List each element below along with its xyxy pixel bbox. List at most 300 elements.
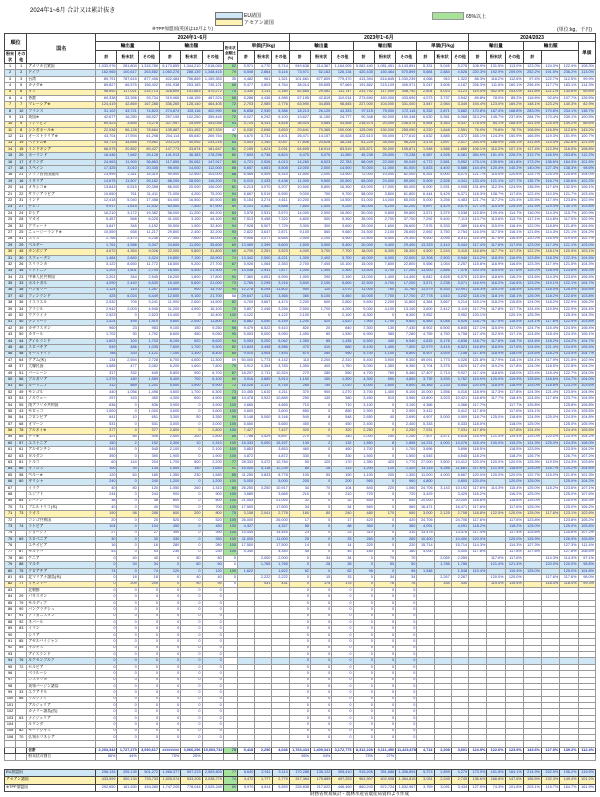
cell: 107.1% — [578, 485, 596, 491]
cell: 1,700 — [311, 306, 332, 312]
cell: 6,700 — [159, 357, 180, 363]
cell: 126.5% — [578, 95, 596, 101]
cell: 24,600 — [159, 242, 180, 248]
cell: 22,783 — [332, 159, 353, 165]
cell: 6,590 — [272, 191, 289, 197]
cell: 66,575 — [117, 83, 138, 89]
cell: 59 — [5, 434, 16, 440]
cell: 10 — [16, 108, 27, 114]
cell: 2,766 — [96, 236, 117, 242]
cell: 950 — [332, 351, 353, 357]
cell: 124.2% — [560, 466, 578, 472]
cell: 35 — [5, 281, 16, 287]
cell: 11,507 — [117, 179, 138, 185]
cell: アメリカ合衆国 — [27, 64, 96, 70]
cell: 0 — [396, 632, 417, 638]
cell: 9,400 — [374, 242, 395, 248]
cell: 104 — [138, 524, 159, 530]
cell: 9,600 — [396, 319, 417, 325]
cell: 15,000 — [353, 262, 374, 268]
cell: 121.5% — [560, 357, 578, 363]
cell: 117,000 — [374, 89, 395, 95]
cell: 130.6% — [560, 179, 578, 185]
cell: 76 — [16, 658, 27, 664]
cell: 14 — [5, 147, 16, 153]
cell: 0 — [138, 709, 159, 715]
cell: 2,708 — [451, 511, 468, 517]
cell: 82 — [223, 345, 237, 351]
cell: 3 — [5, 76, 16, 82]
cell: 116.5% — [542, 127, 560, 133]
cell: 446,460 — [332, 784, 353, 792]
cell: 3,629 — [451, 364, 468, 370]
cell: 123.5% — [560, 351, 578, 357]
cell: 3,547 — [417, 102, 434, 108]
cell: 0 — [117, 600, 138, 606]
cell: 115.1% — [469, 300, 487, 306]
cell: 69 — [16, 536, 27, 542]
cell: 62 — [5, 453, 16, 459]
cell: 2,800 — [202, 434, 223, 440]
cell: 3,833 — [255, 473, 272, 479]
cell: 164.7% — [560, 784, 578, 792]
cell: 860,243 — [353, 784, 374, 792]
cell: 116,200 — [202, 179, 223, 185]
cell: 21,700 — [202, 294, 223, 300]
cell: 14,000 — [374, 198, 395, 204]
cell: 651 — [138, 415, 159, 421]
cell: 3,256 — [434, 198, 451, 204]
cell: 3,000 — [417, 511, 434, 517]
cell: 0 — [353, 683, 374, 689]
cell: 6,010 — [237, 179, 254, 185]
cell: 4,945 — [138, 306, 159, 312]
cell: 0 — [311, 658, 332, 664]
cell: 0 — [311, 568, 332, 574]
cell: 5,040 — [117, 198, 138, 204]
cell: 0 — [353, 575, 374, 581]
cell: 0 — [159, 600, 180, 606]
cell: 90 — [117, 332, 138, 338]
cell: 69.8% — [578, 89, 596, 95]
cell: 26,471 — [289, 134, 310, 140]
cell: 61,298 — [138, 134, 159, 140]
cell: 43 — [16, 409, 27, 415]
cell: 6,068 — [451, 115, 468, 121]
cell: 3,853 — [237, 447, 254, 453]
cell: 26,250 — [237, 485, 254, 491]
cell: 93 — [223, 121, 237, 127]
cell: 117.6% — [505, 556, 523, 562]
cell: 6,333 — [434, 287, 451, 293]
cell: 260 — [289, 383, 310, 389]
cell: 58,000 — [159, 210, 180, 216]
cell: 117,855 — [159, 159, 180, 165]
cell: 9,660 — [332, 230, 353, 236]
cell: 16 — [16, 179, 27, 185]
cell: 18,446 — [96, 153, 117, 159]
cell: 150,348 — [396, 115, 417, 121]
subheader-powder: 粉末状 — [117, 51, 138, 64]
cell: 0 — [396, 594, 417, 600]
cell: 4,721 — [237, 159, 254, 165]
cell: 141,913 — [159, 153, 180, 159]
cell: 9,100 — [181, 294, 202, 300]
cell: ノルウェー — [27, 396, 96, 402]
cell: 55 — [16, 402, 27, 408]
cell: 139.2% — [560, 747, 578, 753]
cell: 80 — [16, 556, 27, 562]
cell: 0 — [374, 498, 395, 504]
cell: 317 — [96, 370, 117, 376]
cell: 97 — [5, 677, 16, 683]
cell: 6,074 — [451, 172, 468, 178]
cell: 1,267 — [138, 287, 159, 293]
cell: 35,000 — [202, 236, 223, 242]
cell: 4,890 — [396, 377, 417, 383]
cell: 106 — [5, 735, 16, 741]
cell: 236.3% — [469, 83, 487, 89]
cell: 1,900 — [181, 223, 202, 229]
cell: 348,792 — [396, 89, 417, 95]
cell: 1,409,341 — [311, 747, 332, 753]
cell: 520 — [202, 517, 223, 523]
cell: 2,884 — [434, 70, 451, 76]
cell: 124.4% — [523, 306, 541, 312]
cell: 35,000 — [374, 140, 395, 146]
cell: 0 — [159, 658, 180, 664]
cell: 1,306,894 — [396, 769, 417, 777]
cell: 122,610 — [353, 134, 374, 140]
cell: 84.1% — [487, 121, 505, 127]
cell: 391,688 — [374, 769, 395, 777]
cell: 38,924 — [289, 121, 310, 127]
cell: 0 — [289, 607, 310, 613]
cell: 15 — [5, 153, 16, 159]
cell: 57 — [16, 441, 27, 447]
cell: 13,500 — [353, 268, 374, 274]
cell: ラトビア — [27, 524, 96, 530]
cell: 100 — [223, 479, 237, 485]
cell: 2,412 — [434, 306, 451, 312]
cell: 16,210 — [96, 210, 117, 216]
cell: 531 — [96, 421, 117, 427]
cell: 0 — [202, 683, 223, 689]
cell: 117.4% — [469, 332, 487, 338]
cell: 230 — [181, 473, 202, 479]
cell: 24 — [16, 210, 27, 216]
cell: 98.0% — [578, 575, 596, 581]
cell: 2,900 — [311, 210, 332, 216]
cell: 5,946 — [451, 255, 468, 261]
cell: 1,450 — [289, 332, 310, 338]
cell: 118.4% — [560, 581, 578, 587]
cell — [417, 754, 434, 760]
cell: 0 — [396, 658, 417, 664]
cell: 1,786 — [434, 562, 451, 568]
cell: 118.8% — [469, 396, 487, 402]
cell: 118.8% — [469, 498, 487, 504]
cell: 152.5% — [542, 769, 560, 777]
cell: 280 — [202, 543, 223, 549]
cell: 4,759 — [417, 332, 434, 338]
cell: 21,000 — [202, 281, 223, 287]
cell: 310 — [353, 530, 374, 536]
cell: 19 — [5, 179, 16, 185]
cell: 93 — [5, 651, 16, 657]
cell: 3,350 — [202, 415, 223, 421]
cell: 104.7% — [578, 338, 596, 344]
cell: 226.2% — [505, 153, 523, 159]
cell: 12,000 — [289, 166, 310, 172]
cell: 2,059 — [451, 556, 468, 562]
cell: 104.7% — [578, 351, 596, 357]
cell: 12,600 — [159, 294, 180, 300]
cell: 162,965 — [96, 70, 117, 76]
subheader-other: その他 — [17, 51, 26, 62]
cell: 166.8% — [487, 777, 505, 785]
cell: 95 — [5, 664, 16, 670]
cell: 1,848 — [434, 127, 451, 133]
cell: 900 — [311, 389, 332, 395]
cell: 121.1% — [560, 242, 578, 248]
cell: 121.4% — [542, 389, 560, 395]
cell: 103.8% — [578, 319, 596, 325]
cell: 413,394 — [353, 76, 374, 82]
cell: 1,000 — [138, 409, 159, 415]
cell: 112.2% — [578, 153, 596, 159]
cell: ネパール — [27, 619, 96, 625]
cell: 2,240 — [434, 777, 451, 785]
cell: 24,706 — [451, 517, 468, 523]
header-unit-2023: 単価(円/kg) — [417, 42, 469, 51]
cell: 68 — [5, 492, 16, 498]
cell: 5 — [16, 83, 27, 89]
cell: 117.7% — [505, 402, 523, 408]
cell: アルゼンチン — [27, 447, 96, 453]
cell: 460 — [332, 447, 353, 453]
cell: 121.7% — [469, 172, 487, 178]
cell: 120.0% — [469, 479, 487, 485]
cell: ニュージーランド※ — [27, 230, 96, 236]
cell: リトアニア — [27, 268, 96, 274]
cell: 1,400 — [311, 204, 332, 210]
cell: 4,372 — [451, 134, 468, 140]
cell: 0 — [117, 696, 138, 702]
cell: 497,253 — [332, 777, 353, 785]
cell: 香港 — [27, 95, 96, 101]
cell: 0 — [117, 479, 138, 485]
cell: 9,000 — [289, 191, 310, 197]
cell: 1,350 — [374, 364, 395, 370]
cell: 80 — [202, 556, 223, 562]
cell: 121.5% — [578, 140, 596, 146]
cell: 117.9% — [487, 357, 505, 363]
cell: 3,600 — [332, 223, 353, 229]
cell: 0 — [117, 715, 138, 721]
cell: 27,400 — [159, 236, 180, 242]
cell: 240 — [332, 511, 353, 517]
cell: 14,444 — [272, 530, 289, 536]
cell: 82 — [223, 300, 237, 306]
cell: 204,114 — [159, 134, 180, 140]
cell: 124.5% — [560, 326, 578, 332]
cell: 0 — [289, 664, 310, 670]
cell: 0 — [353, 556, 374, 562]
cell: 117.9% — [542, 262, 560, 268]
cell: 108.9% — [469, 64, 487, 70]
cell: 38 — [96, 498, 117, 504]
cell: 120 — [202, 568, 223, 574]
cell: 7,427 — [237, 428, 254, 434]
cell: 148,159 — [181, 95, 202, 101]
cell: 122.4% — [523, 191, 541, 197]
cell: 3,000 — [202, 421, 223, 427]
cell: 42 — [5, 326, 16, 332]
cell: マルタ — [27, 562, 96, 568]
cell: 300 — [181, 434, 202, 440]
cell: 0 — [159, 709, 180, 715]
cell: 94 — [223, 338, 237, 344]
cell: 125.8% — [560, 530, 578, 536]
cell: 31 — [16, 198, 27, 204]
cell: 486 — [117, 345, 138, 351]
cell: 3,500 — [289, 281, 310, 287]
cell: 0 — [202, 613, 223, 619]
cell: 1,700 — [159, 460, 180, 466]
cell: 71 — [5, 511, 16, 517]
cell: 332 — [117, 370, 138, 376]
cell: 8,312,228 — [353, 747, 374, 753]
cell: 10,500 — [289, 185, 310, 191]
cell: 3,415 — [434, 345, 451, 351]
cell: 3,900 — [202, 402, 223, 408]
cell: 3,600 — [237, 409, 254, 415]
source-note: 財務省貿易統計・農林水産省農産局資料より作成 — [310, 790, 409, 796]
cell: カンボジア — [27, 249, 96, 255]
cell: 70 — [223, 89, 237, 95]
cell: 1,500 — [396, 453, 417, 459]
cell: 14,675 — [96, 179, 117, 185]
cell: 120 — [311, 287, 332, 293]
cell: 125.0% — [560, 498, 578, 504]
cell: 10,324 — [272, 370, 289, 376]
cell: 15 — [16, 147, 27, 153]
cell: 5,559 — [272, 784, 289, 792]
cell: 100 — [223, 428, 237, 434]
cell: 2,899 — [434, 769, 451, 777]
cell: 53 — [138, 549, 159, 555]
cell: 0 — [311, 453, 332, 459]
cell: 5,926 — [451, 319, 468, 325]
cell: 0 — [159, 690, 180, 696]
cell: 2,000 — [181, 319, 202, 325]
cell: 97,669 — [332, 83, 353, 89]
cell: 11,772 — [138, 262, 159, 268]
cell: 4,543 — [237, 140, 254, 146]
cell: 117.5% — [487, 230, 505, 236]
header-val-2023: 輸出額 — [353, 42, 417, 51]
cell — [332, 754, 353, 760]
cell — [255, 754, 272, 760]
cell: 700 — [159, 504, 180, 510]
cell: 53 — [16, 396, 27, 402]
cell: 130 — [289, 441, 310, 447]
cell: 180 — [396, 549, 417, 555]
cell: 8,778 — [272, 473, 289, 479]
cell: 6 — [16, 89, 27, 95]
cell: スウェーデン — [27, 255, 96, 261]
cell: 117.6% — [505, 191, 523, 197]
cell: 115.4% — [542, 326, 560, 332]
cell: 330 — [202, 536, 223, 542]
cell: 4,736 — [255, 153, 272, 159]
cell: 72 — [16, 664, 27, 670]
cell: 11,000 — [374, 166, 395, 172]
cell: 38 — [16, 287, 27, 293]
cell: 173.9% — [469, 769, 487, 777]
cell: 120.4% — [487, 166, 505, 172]
cell: 0 — [311, 664, 332, 670]
cell: 79.8% — [487, 127, 505, 133]
cell: 124.6% — [523, 345, 541, 351]
summary-row — [5, 769, 596, 777]
cell: 105.3% — [578, 498, 596, 504]
cell: 124.5% — [523, 415, 541, 421]
cell: 840 — [353, 485, 374, 491]
cell: 2,257 — [451, 262, 468, 268]
cell: 234.1% — [560, 108, 578, 114]
cell: 2,400 — [311, 255, 332, 261]
cell: 0 — [159, 556, 180, 562]
cell: 1,900 — [181, 383, 202, 389]
cell: 3,600 — [202, 409, 223, 415]
cell: 269,754 — [202, 134, 223, 140]
cell: 2,989 — [255, 102, 272, 108]
cell: 17,500 — [272, 504, 289, 510]
cell: 3,570 — [272, 210, 289, 216]
cell: 2,745 — [451, 777, 468, 785]
cell: 16 — [96, 543, 117, 549]
cell: 123.8% — [560, 268, 578, 274]
cell: 420 — [396, 517, 417, 523]
cell: 2,500 — [159, 434, 180, 440]
cell: フランス — [27, 108, 96, 114]
cell: 104.5% — [578, 396, 596, 402]
cell: 0 — [311, 607, 332, 613]
cell: 4,026 — [451, 357, 468, 363]
cell: ブルガリア — [27, 377, 96, 383]
cell: 236.2% — [560, 70, 578, 76]
cell: 124.3% — [560, 332, 578, 338]
cell: 118.6% — [487, 370, 505, 376]
cell: 104 — [332, 485, 353, 491]
cell: 19,382 — [138, 210, 159, 216]
cell: ロシア — [27, 210, 96, 216]
cell: 123.0% — [523, 242, 541, 248]
cell: 49 — [5, 370, 16, 376]
cell: 1,530 — [332, 332, 353, 338]
cell: 150,464 — [374, 70, 395, 76]
subheader-other: その他 — [202, 51, 223, 64]
table-header — [5, 34, 596, 64]
cell: 0 — [289, 575, 310, 581]
cell: 58,000 — [353, 191, 374, 197]
cell: 26,600 — [396, 223, 417, 229]
cell: 16,026 — [237, 383, 254, 389]
cell: 106.2% — [578, 504, 596, 510]
cell: 95 — [223, 332, 237, 338]
